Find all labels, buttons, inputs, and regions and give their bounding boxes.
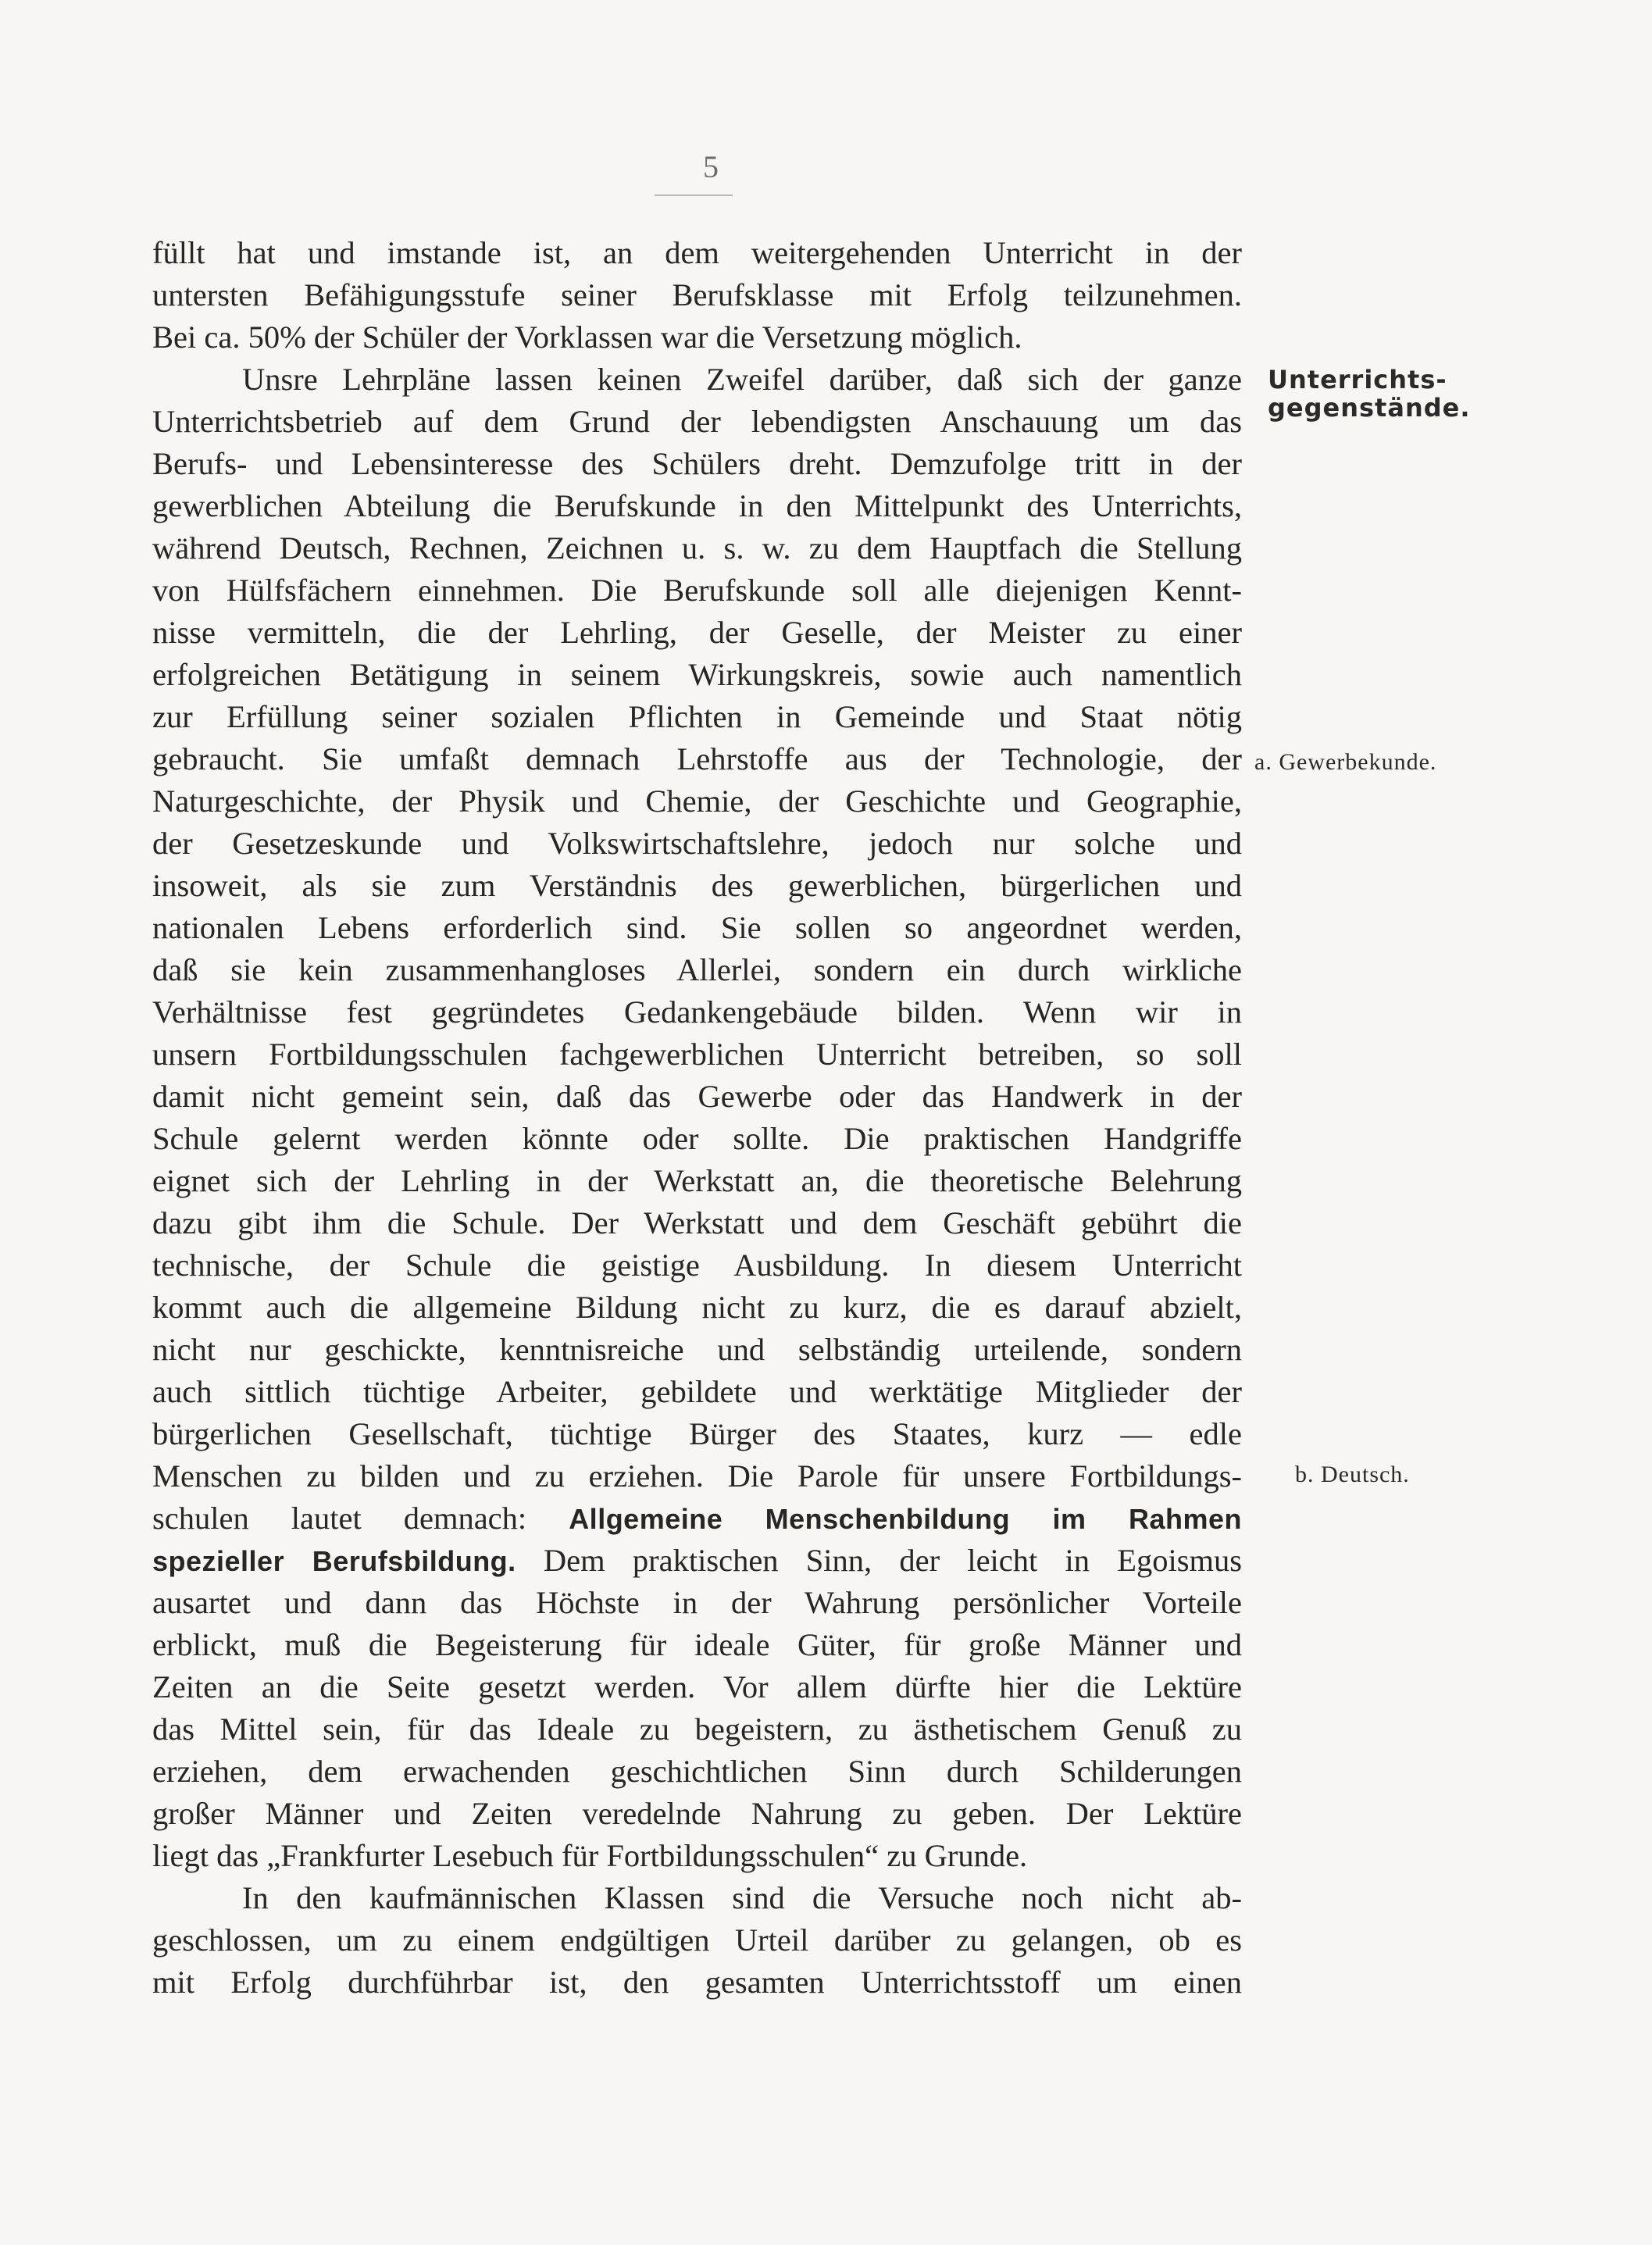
text-line: eignet sich der Lehrling in der Werkstatt an, die theoretische Belehrung	[152, 1163, 1242, 1198]
slogan-emphasis-1: Allgemeine Menschenbildung im Rahmen	[569, 1503, 1242, 1535]
slogan-lead: schulen lautet demnach:	[152, 1501, 569, 1536]
text-line: geschlossen, um zu einem endgültigen Urteil darüber zu gelangen, ob es	[152, 1922, 1242, 1958]
text-line: großer Männer und Zeiten veredelnde Nahrung zu geben. Der Lektüre	[152, 1796, 1242, 1831]
text-line: kommt auch die allgemeine Bildung nicht zu kurz, die es darauf abzielt,	[152, 1290, 1242, 1325]
page-number: 5	[703, 149, 719, 184]
text-line: bürgerlichen Gesellschaft, tüchtige Bürger des Staates, kurz — edle	[152, 1416, 1242, 1451]
text-line: gebraucht. Sie umfaßt demnach Lehrstoffe aus der Technologie, der	[152, 741, 1242, 776]
text-line: nisse vermitteln, die der Lehrling, der Geselle, der Meister zu einer	[152, 615, 1242, 650]
text-line: zur Erfüllung seiner sozialen Pflichten in Gemeinde und Staat nötig	[152, 699, 1242, 734]
text-line: Berufs- und Lebensinteresse des Schülers dreht. Demzufolge tritt in der	[152, 446, 1242, 481]
slogan-emphasis-2: spezieller Berufsbildung.	[152, 1545, 516, 1577]
text-line: Naturgeschichte, der Physik und Chemie, der Geschichte und Geographie,	[152, 783, 1242, 819]
text-line: damit nicht gemeint sein, daß das Gewerbe oder das Handwerk in der	[152, 1079, 1242, 1114]
text-line-slogan	[152, 1497, 1242, 1540]
text-line: Zeiten an die Seite gesetzt werden. Vor allem dürfte hier die Lektüre	[152, 1669, 1242, 1704]
text-line: technische, der Schule die geistige Ausbildung. In diesem Unterricht	[152, 1247, 1242, 1283]
text-line: gewerblichen Abteilung die Berufskunde in den Mittelpunkt des Unterrichts,	[152, 488, 1242, 523]
text-line: erfolgreichen Betätigung in seinem Wirkungskreis, sowie auch namentlich	[152, 657, 1242, 692]
text-line: während Deutsch, Rechnen, Zeichnen u. s. w. zu dem Hauptfach die Stellung	[152, 530, 1242, 566]
text-line-slogan	[152, 1540, 1242, 1582]
margin-note-topic-continued: gegenstände.	[1268, 393, 1471, 423]
text-line: Unterrichtsbetrieb auf dem Grund der lebendigsten Anschauung um das	[152, 404, 1242, 439]
text-line: füllt hat und imstande ist, an dem weitergehenden Unterricht in der	[152, 235, 1242, 270]
text-line: Bei ca. 50% der Schüler der Vorklassen war die Versetzung möglich.	[152, 319, 1022, 355]
text-line: erblickt, muß die Begeisterung für ideale Güter, für große Männer und	[152, 1627, 1242, 1662]
text-line: Menschen zu bilden und zu erziehen. Die Parole für unsere Fortbildungs-	[152, 1458, 1242, 1494]
margin-note-gewerbekunde: a. Gewerbekunde.	[1254, 749, 1437, 775]
text-line: der Gesetzeskunde und Volkswirtschaftslehre, jedoch nur solche und	[152, 826, 1242, 861]
text-line: In den kaufmännischen Klassen sind die Versuche noch nicht ab-	[242, 1880, 1242, 1915]
text-line: mit Erfolg durchführbar ist, den gesamten Unterrichtsstoff um einen	[152, 1965, 1242, 2000]
margin-note-deutsch: b. Deutsch.	[1295, 1462, 1410, 1487]
text-line: daß sie kein zusammenhangloses Allerlei, sondern ein durch wirkliche	[152, 952, 1242, 987]
text-line: untersten Befähigungsstufe seiner Berufsklasse mit Erfolg teilzunehmen.	[152, 277, 1242, 312]
text-line: ausartet und dann das Höchste in der Wahrung persönlicher Vorteile	[152, 1585, 1242, 1620]
text-line: nationalen Lebens erforderlich sind. Sie sollen so angeordnet werden,	[152, 910, 1242, 945]
text-line: Schule gelernt werden könnte oder sollte. Die praktischen Handgriffe	[152, 1121, 1242, 1156]
text-line: insoweit, als sie zum Verständnis des gewerblichen, bürgerlichen und	[152, 868, 1242, 903]
text-line: erziehen, dem erwachenden geschichtlichen Sinn durch Schilderungen	[152, 1754, 1242, 1789]
text-line: Unsre Lehrpläne lassen keinen Zweifel darüber, daß sich der ganze	[242, 362, 1242, 397]
text-line: unsern Fortbildungsschulen fachgewerblichen Unterricht betreiben, so soll	[152, 1037, 1242, 1072]
page-number-rule	[655, 195, 733, 196]
text-line: liegt das „Frankfurter Lesebuch für Fortbildungsschulen“ zu Grunde.	[152, 1838, 1028, 1873]
text-line: von Hülfsfächern einnehmen. Die Berufskunde soll alle diejenigen Kennt-	[152, 573, 1242, 608]
slogan-rest: Dem praktischen Sinn, der leicht in Egoismus	[516, 1543, 1242, 1578]
text-line: das Mittel sein, für das Ideale zu begeistern, zu ästhetischem Genuß zu	[152, 1711, 1242, 1747]
text-line: Verhältnisse fest gegründetes Gedankengebäude bilden. Wenn wir in	[152, 994, 1242, 1030]
margin-note-topic: Unterrichts-	[1268, 365, 1447, 394]
text-line: nicht nur geschickte, kenntnisreiche und selbständig urteilende, sondern	[152, 1332, 1242, 1367]
text-line: dazu gibt ihm die Schule. Der Werkstatt und dem Geschäft gebührt die	[152, 1205, 1242, 1240]
text-line: auch sittlich tüchtige Arbeiter, gebildete und werktätige Mitglieder der	[152, 1374, 1242, 1409]
